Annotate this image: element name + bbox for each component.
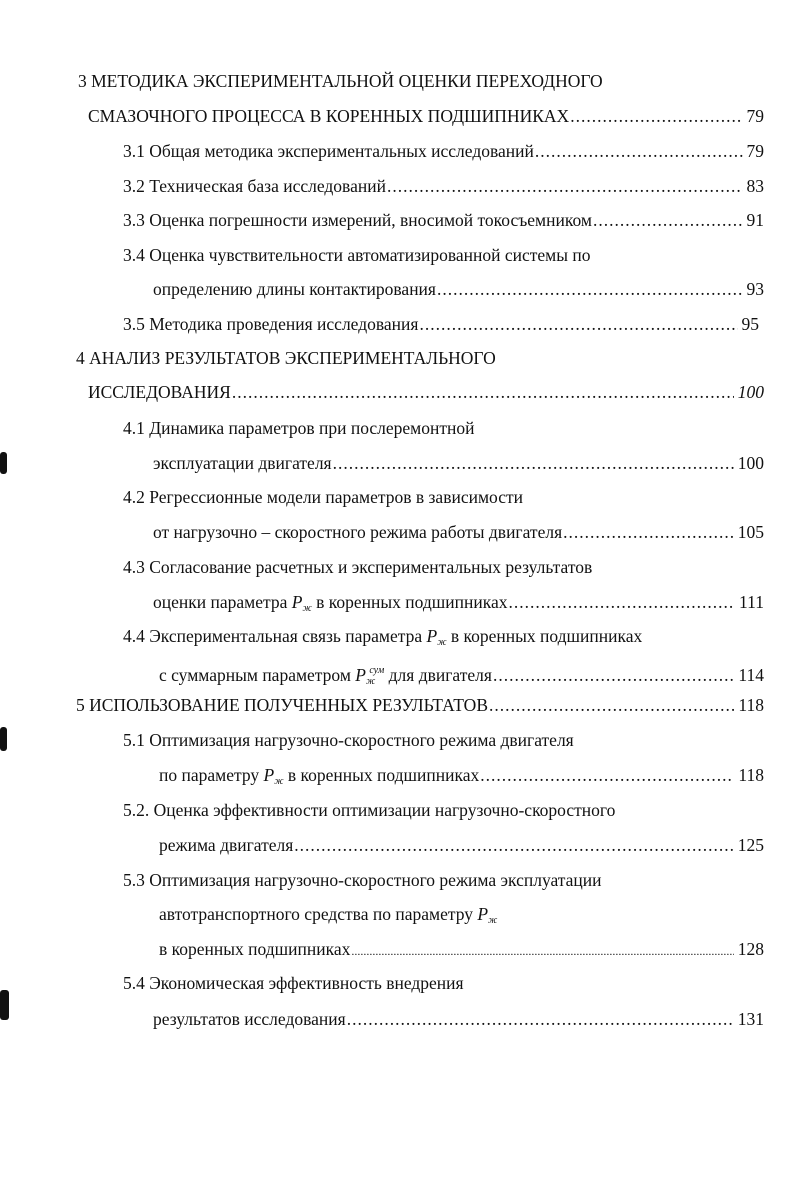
- toc-entry-5-3-line1: 5.3 Оптимизация нагрузочно-скоростного режима эксплуатации: [123, 870, 602, 890]
- toc-entry-4-1-line1: 4.1 Динамика параметров при послеремонтной: [123, 418, 475, 438]
- toc-entry-4-4-line2: [159, 660, 764, 693]
- p-zh-symbol: $P_ж$: [477, 904, 498, 926]
- p-zh-sum-symbol: $P_ж^{сум}$: [355, 665, 385, 687]
- toc-entry-page: 79: [746, 141, 764, 161]
- toc-entry-page: 128: [737, 939, 764, 959]
- leader-dots: [347, 1008, 734, 1030]
- toc-entry-4-2-line1: 4.2 Регрессионные модели параметров в зависимости: [123, 487, 524, 507]
- toc-ch3-title: СМАЗОЧНОГО ПРОЦЕССА В КОРЕННЫХ ПОДШИПНИКАХ: [88, 106, 570, 126]
- toc-entry-page: 100: [737, 453, 764, 473]
- leader-dots: [563, 521, 734, 543]
- toc-entry-4-3-line1: 4.3 Согласование расчетных и экспериментальных результатов: [123, 557, 593, 577]
- leader-dots: [351, 940, 733, 962]
- toc-entry-5-3-line2: автотранспортного средства по параметру $P_ж$: [159, 904, 498, 926]
- toc-ch4-page: 100: [737, 382, 764, 402]
- leader-dots: [480, 764, 734, 786]
- toc-entry-title: 3.1 Общая методика экспериментальных исследований: [123, 141, 534, 161]
- leader-dots: [489, 694, 734, 716]
- toc-entry-title: в коренных подшипниках: [159, 939, 351, 959]
- toc-entry-3-3: [123, 209, 764, 231]
- p-zh-symbol: $P_ж$: [291, 592, 312, 614]
- leader-dots: [508, 591, 735, 613]
- leader-dots: [493, 664, 734, 686]
- toc-entry-page: 91: [746, 210, 764, 230]
- toc-entry-3-4-line2: [153, 278, 764, 300]
- leader-dots: [333, 452, 734, 474]
- toc-ch4-title: ИССЛЕДОВАНИЯ: [88, 382, 231, 402]
- toc-ch5-title: 5 ИСПОЛЬЗОВАНИЕ ПОЛУЧЕННЫХ РЕЗУЛЬТАТОВ: [76, 695, 488, 715]
- leader-dots: [387, 175, 743, 197]
- toc-ch3-page: 79: [746, 106, 764, 126]
- toc-ch3-line2: [88, 105, 764, 127]
- toc-ch4-line2: [88, 381, 764, 403]
- toc-entry-page: 95: [741, 314, 759, 334]
- toc-entry-3-4-line1: 3.4 Оценка чувствительности автоматизированной системы по: [123, 245, 591, 265]
- toc-entry-page: 111: [739, 592, 764, 612]
- toc-entry-5-2-line2: [159, 834, 764, 856]
- leader-dots: [419, 313, 737, 335]
- toc-entry-4-2-line2: [153, 521, 764, 543]
- toc-entry-title: с суммарным параметром $P_ж^{сум}$ для двигателя: [159, 665, 492, 687]
- toc-entry-4-1-line2: [153, 452, 764, 474]
- toc-entry-title: по параметру $P_ж$ в коренных подшипниках: [159, 765, 480, 787]
- toc-entry-page: 118: [738, 765, 764, 785]
- leader-dots: [535, 140, 743, 162]
- p-zh-symbol: $P_ж$: [263, 765, 284, 787]
- toc-entry-3-1: [123, 140, 764, 162]
- leader-dots: [437, 278, 743, 300]
- toc-entry-title: 3.2 Техническая база исследований: [123, 176, 386, 196]
- toc-entry-title: оценки параметра $P_ж$ в коренных подшипниках: [153, 592, 508, 614]
- toc-entry-5-1-line1: 5.1 Оптимизация нагрузочно-скоростного режима двигателя: [123, 730, 574, 750]
- toc-entry-5-3-line3: [159, 938, 764, 962]
- toc-entry-page: 131: [737, 1009, 764, 1029]
- toc-entry-4-4-line1: 4.4 Экспериментальная связь параметра $P_ж$ в коренных подшипниках: [123, 626, 643, 648]
- toc-entry-page: 125: [737, 835, 764, 855]
- toc-entry-page: 114: [738, 665, 764, 685]
- toc-entry-3-5: [123, 313, 759, 335]
- toc-entry-title: 3.3 Оценка погрешности измерений, вносимой токосъемником: [123, 210, 592, 230]
- toc-entry-5-4-line1: 5.4 Экономическая эффективность внедрения: [123, 973, 464, 993]
- toc-entry-page: 83: [746, 176, 764, 196]
- toc-ch3-line1: 3 МЕТОДИКА ЭКСПЕРИМЕНТАЛЬНОЙ ОЦЕНКИ ПЕРЕХОДНОГО: [78, 71, 603, 91]
- toc-entry-title: режима двигателя: [159, 835, 294, 855]
- toc-ch5: [76, 694, 764, 716]
- toc-ch5-page: 118: [738, 695, 764, 715]
- binding-mark: [0, 727, 7, 751]
- toc-entry-4-3-line2: [153, 591, 764, 620]
- leader-dots: [232, 381, 734, 403]
- leader-dots: [593, 209, 743, 231]
- binding-mark: [0, 452, 7, 474]
- toc-entry-page: 93: [746, 279, 764, 299]
- toc-entry-title: от нагрузочно – скоростного режима работы двигателя: [153, 522, 563, 542]
- toc-entry-5-1-line2: [159, 764, 764, 793]
- toc-entry-title: эксплуатации двигателя: [153, 453, 332, 473]
- toc-entry-title: 3.5 Методика проведения исследования: [123, 314, 419, 334]
- toc-entry-title: результатов исследования: [153, 1009, 346, 1029]
- binding-mark: [0, 990, 9, 1020]
- toc-entry-3-2: [123, 175, 764, 197]
- toc-entry-5-4-line2: [153, 1008, 764, 1030]
- leader-dots: [570, 105, 742, 127]
- toc-entry-page: 105: [737, 522, 764, 542]
- p-zh-symbol: $P_ж$: [426, 626, 447, 648]
- toc-entry-5-2-line1: 5.2. Оценка эффективности оптимизации нагрузочно-скоростного: [123, 800, 616, 820]
- toc-ch4-line1: 4 АНАЛИЗ РЕЗУЛЬТАТОВ ЭКСПЕРИМЕНТАЛЬНОГО: [76, 348, 496, 368]
- leader-dots: [294, 834, 733, 856]
- toc-entry-title: определению длины контактирования: [153, 279, 436, 299]
